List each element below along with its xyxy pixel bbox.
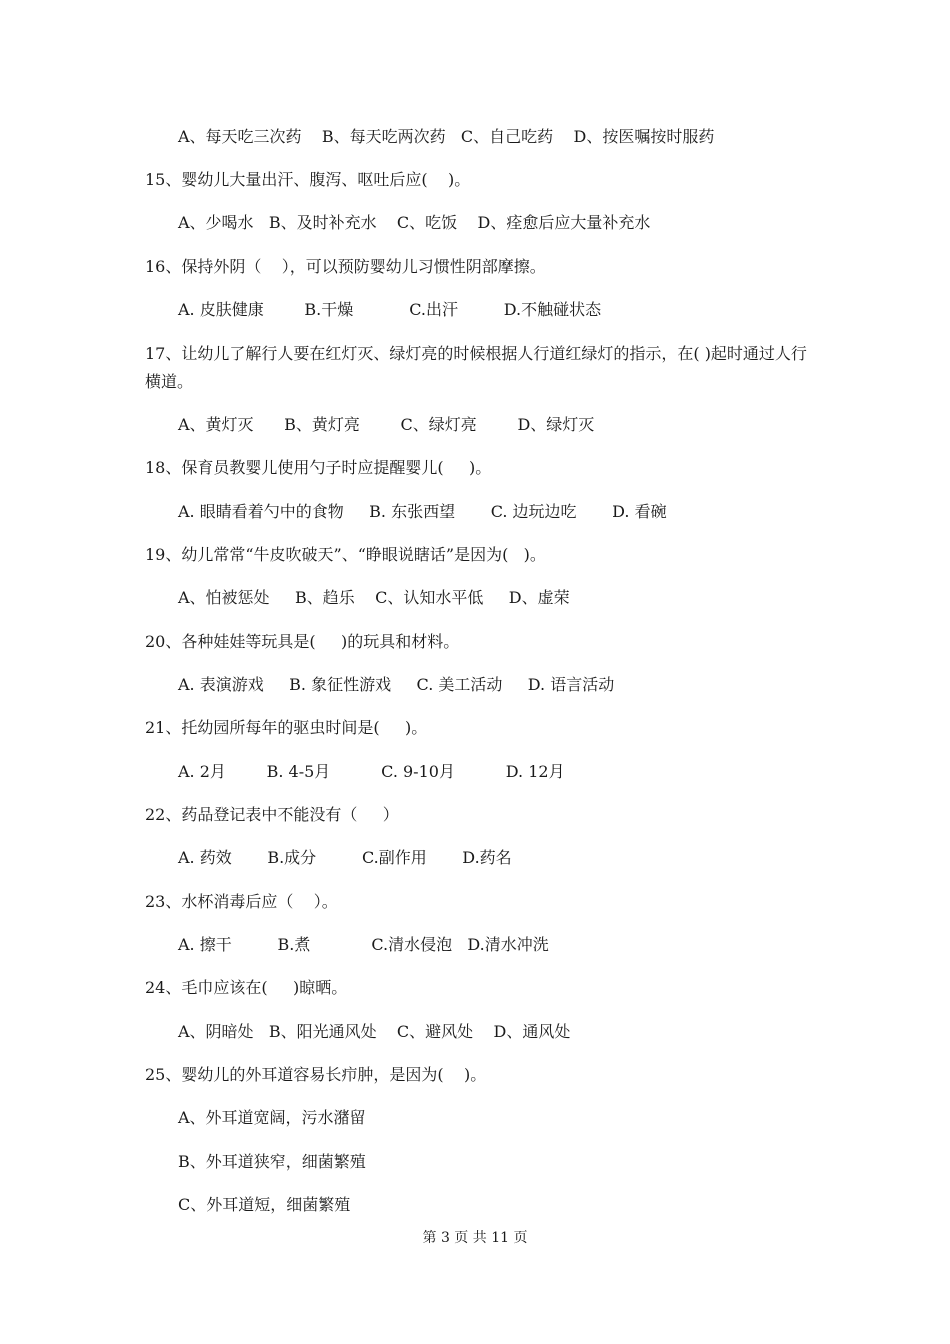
question-20: 20、各种娃娃等玩具是( )的玩具和材料。: [145, 632, 460, 651]
page-footer: 第 3 页 共 11 页: [422, 1230, 528, 1246]
question-25: 25、婴幼儿的外耳道容易长疖肿，是因为( )。: [145, 1065, 487, 1084]
q15-options: A、少喝水 B、及时补充水 C、吃饭 D、痊愈后应大量补充水: [178, 213, 651, 232]
q17-options: A、黄灯灭 B、黄灯亮 C、绿灯亮 D、绿灯灭: [178, 415, 595, 434]
question-17: 17、让幼儿了解行人要在红灯灭、绿灯亮的时候根据人行道红绿灯的指示，在( )起时通过人行横道。: [145, 344, 807, 391]
question-24: 24、毛巾应该在( )晾晒。: [145, 978, 348, 997]
q20-options: A. 表演游戏 B. 象征性游戏 C. 美工活动 D. 语言活动: [178, 675, 615, 694]
question-19: 19、幼儿常常“牛皮吹破天”、“睁眼说瞎话”是因为( )。: [145, 545, 546, 564]
q14-options: A、每天吃三次药 B、每天吃两次药 C、自己吃药 D、按医嘱按时服药: [178, 127, 715, 146]
q21-options: A. 2月 B. 4-5月 C. 9-10月 D. 12月: [178, 762, 565, 781]
question-16: 16、保持外阴（ ），可以预防婴幼儿习惯性阴部摩擦。: [145, 257, 546, 276]
q22-options: A. 药效 B.成分 C.副作用 D.药名: [178, 848, 512, 867]
q16-options: A. 皮肤健康 B.干燥 C.出汗 D.不触碰状态: [178, 300, 602, 319]
q24-options: A、阴暗处 B、阳光通风处 C、避风处 D、通风处: [178, 1022, 571, 1041]
question-15: 15、婴幼儿大量出汗、腹泻、呕吐后应( )。: [145, 170, 471, 189]
q19-options: A、怕被惩处 B、趋乐 C、认知水平低 D、虚荣: [178, 588, 570, 607]
question-18: 18、保育员教婴儿使用勺子时应提醒婴儿( )。: [145, 458, 492, 477]
q23-options: A. 擦干 B.煮 C.清水侵泡 D.清水冲洗: [178, 935, 549, 954]
q25-option-c: C、外耳道短，细菌繁殖: [178, 1195, 351, 1214]
q18-options: A. 眼睛看着勺中的食物 B. 东张西望 C. 边玩边吃 D. 看碗: [178, 502, 667, 521]
q25-option-a: A、外耳道宽阔，污水潴留: [178, 1108, 366, 1127]
question-23: 23、水杯消毒后应（ ）。: [145, 892, 338, 911]
q25-option-b: B、外耳道狭窄，细菌繁殖: [178, 1152, 366, 1171]
question-22: 22、药品登记表中不能没有（ ）: [145, 805, 399, 824]
question-21: 21、托幼园所每年的驱虫时间是( )。: [145, 718, 428, 737]
